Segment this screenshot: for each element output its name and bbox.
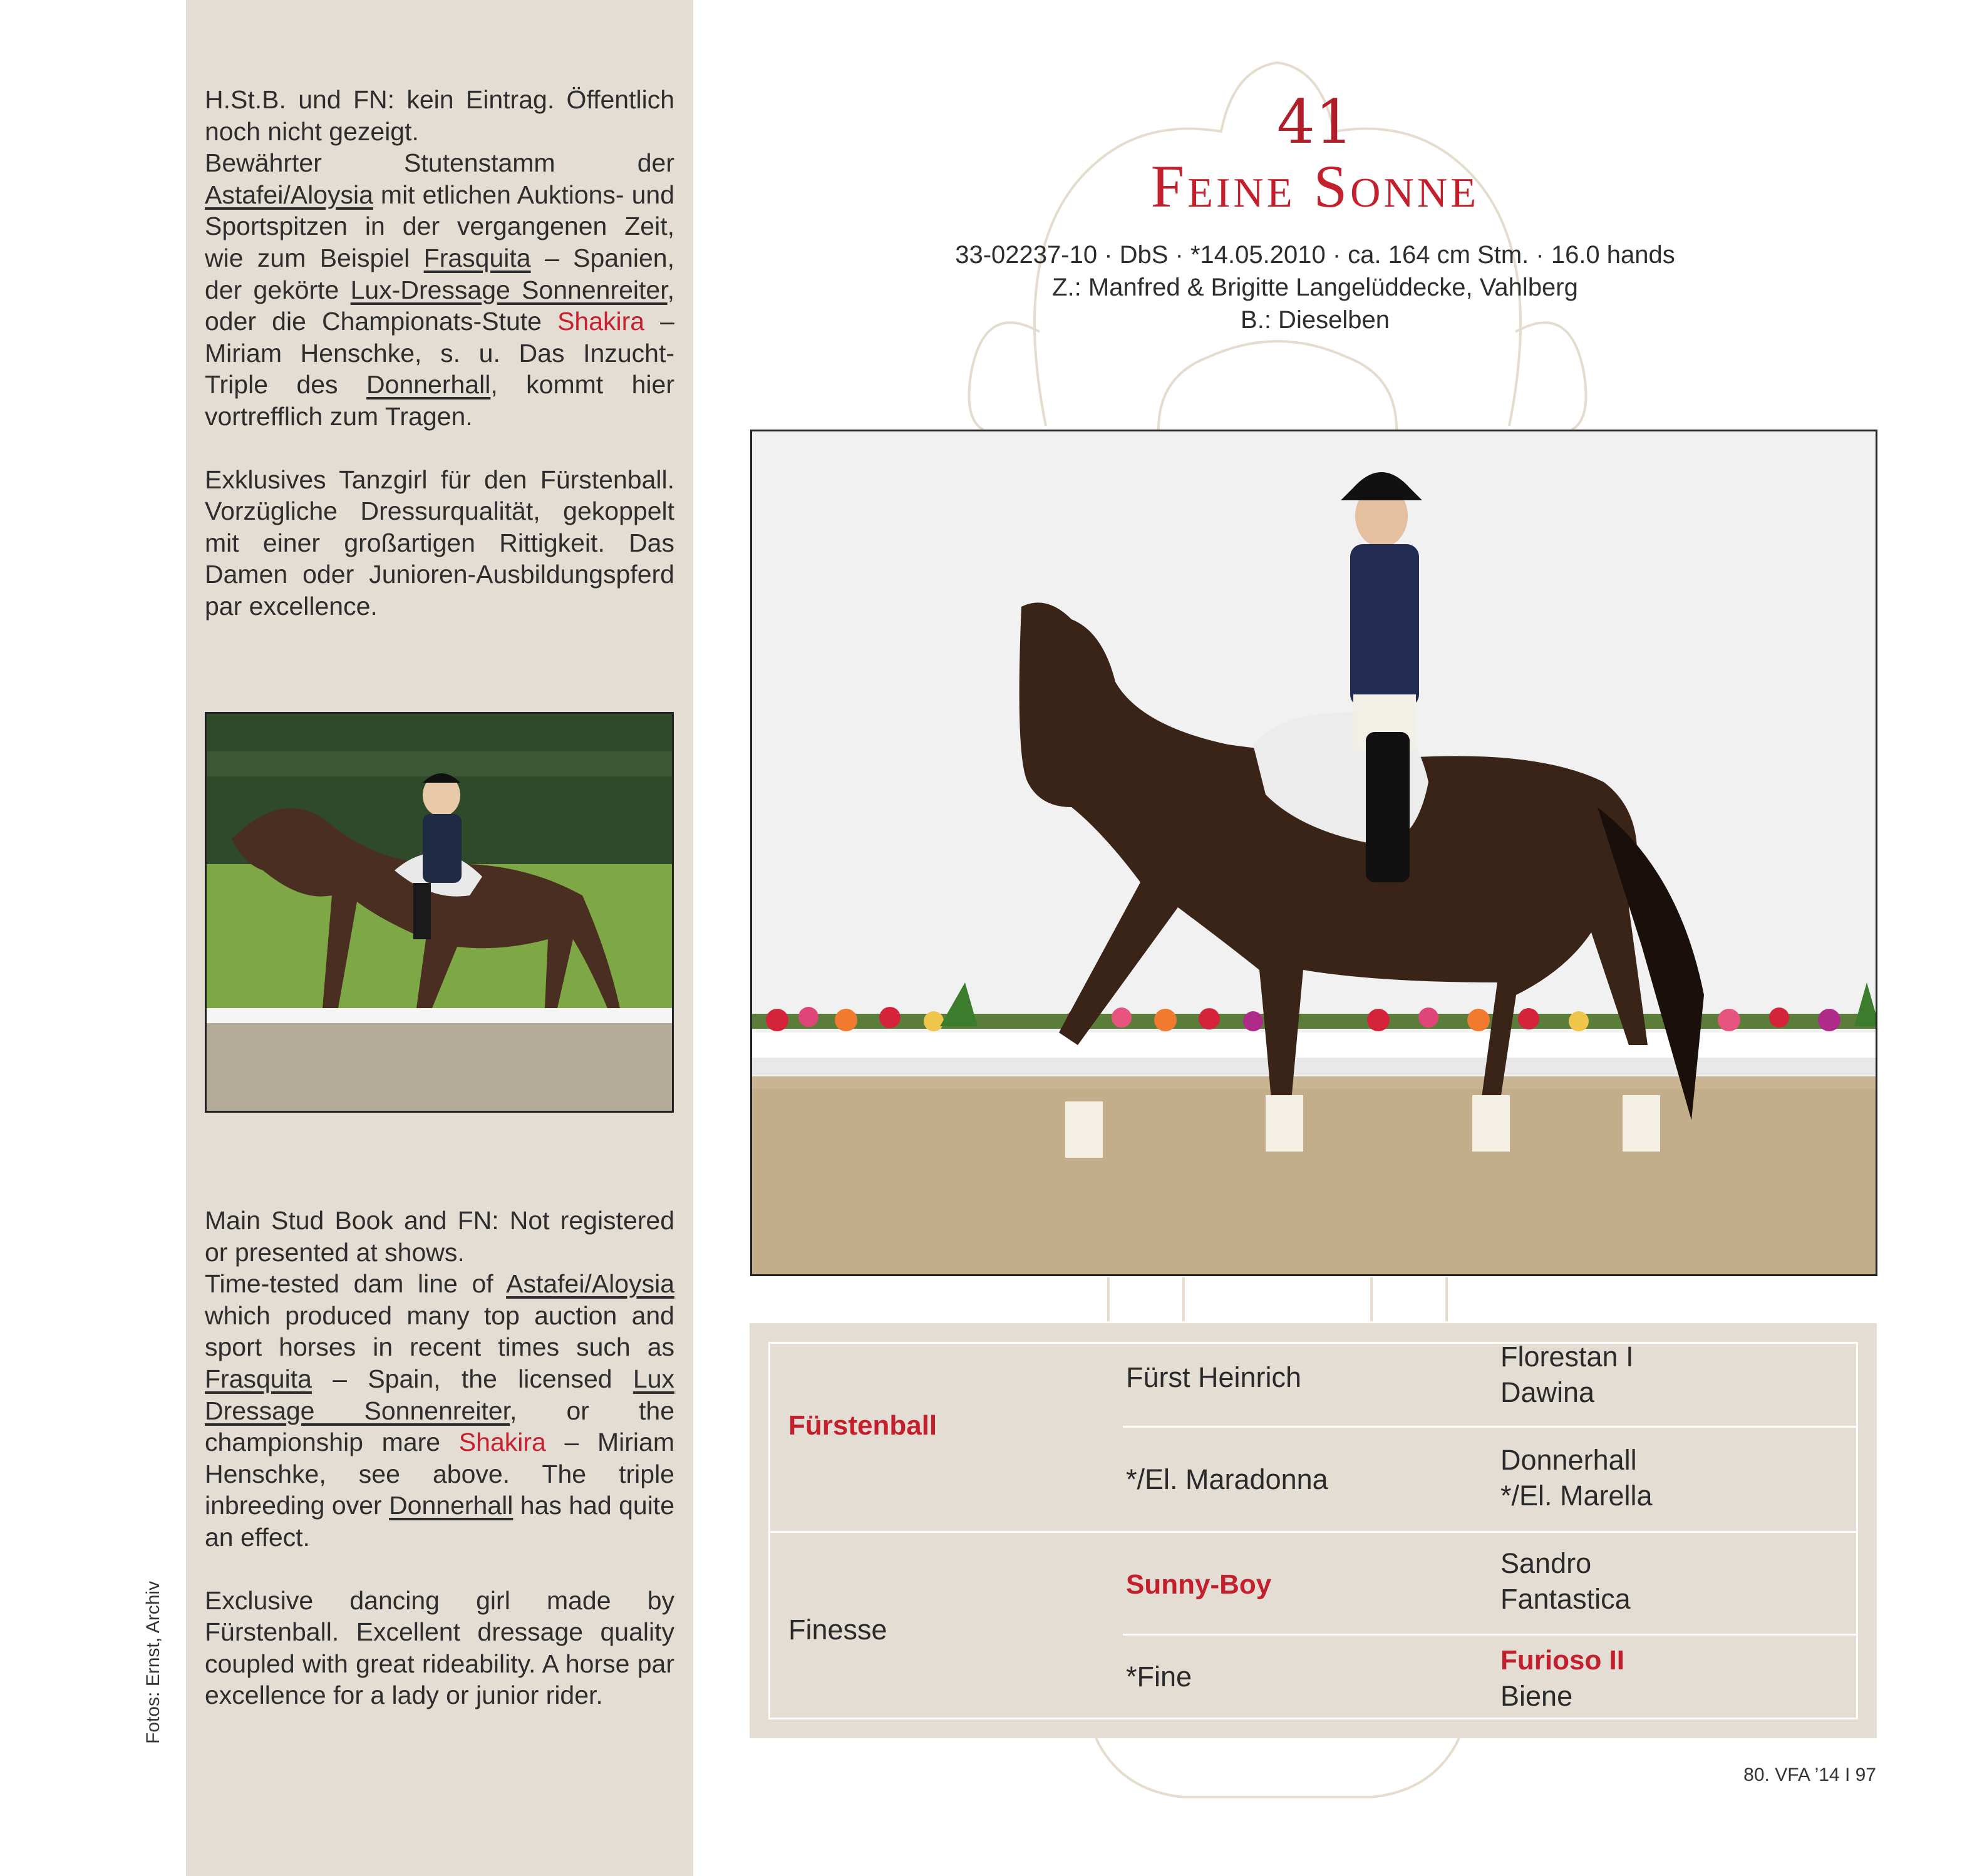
pedigree-divider-main	[768, 1531, 1858, 1533]
german-paragraph-2: Exklusives Tanzgirl für den Fürstenball. Vorzügliche Dressurqualität, gekoppelt mit einer großartigen Rittigkeit. Das Damen oder Junioren-Ausbildungspferd par excellence.	[205, 465, 674, 621]
breeder-line: Z.: Manfred & Brigitte Langelüddecke, Vahlberg	[1052, 274, 1578, 301]
sonnenreiter-link-en: Lux Dressage Sonnenreiter	[205, 1364, 674, 1425]
pedigree-dam: Finesse	[788, 1614, 887, 1646]
english-description	[205, 1205, 674, 1711]
pedigree-ss-sire: Florestan I	[1500, 1341, 1634, 1373]
page-footer: 80. VFA ’14 I 97	[1743, 1765, 1876, 1785]
pedigree-ss-dam: Dawina	[1500, 1376, 1595, 1408]
pedigree-sire: Fürstenball	[788, 1410, 937, 1441]
astafei-link: Astafei/Aloysia	[205, 180, 373, 209]
german-description	[205, 84, 674, 622]
lot-number: 41	[1276, 87, 1354, 157]
pedigree-dd-sire: Furioso II	[1500, 1645, 1624, 1676]
owner-line: B.: Dieselben	[1241, 306, 1390, 334]
main-horse-photo	[750, 430, 1877, 1276]
pedigree-dam-dam: *Fine	[1126, 1661, 1192, 1693]
astafei-link-en: Astafei/Aloysia	[506, 1269, 674, 1299]
pedigree-table	[750, 1323, 1877, 1738]
pedigree-dam-sire: Sunny-Boy	[1126, 1569, 1272, 1600]
frasquita-link-en: Frasquita	[205, 1364, 312, 1393]
pedigree-ds-dam: Fantastica	[1500, 1583, 1631, 1615]
pedigree-ds-sire: Sandro	[1500, 1547, 1592, 1579]
pedigree-sd-sire: Donnerhall	[1500, 1444, 1637, 1476]
english-paragraph-1: Main Stud Book and FN: Not registered or presented at shows. Time-tested dam line of Astafei/Aloysia which produced many top auction and sport horses in recent times such as Frasquita – Spain, the licensed Lux Dressage Sonnenreiter, or the championship mare Shakira – Miriam Henschke, see above. The triple inbreeding over Donnerhall has had quite an effect.	[205, 1206, 675, 1552]
main-photo-illustration	[752, 431, 1877, 1276]
pedigree-sire-dam: */El. Maradonna	[1126, 1463, 1328, 1495]
pedigree-divider-dam	[1123, 1634, 1858, 1636]
german-paragraph-1: H.St.B. und FN: kein Eintrag. Öffentlich noch nicht gezeigt. Bewährter Stutenstamm der Astafei/Aloysia mit etlichen Auktions- und Sportspitzen in der vergangenen Zeit, wie zum Beispiel Frasquita – Spanien, der gekörte Lux-Dressage Sonnenreiter, oder die Championats-Stute Shakira – Miriam Henschke, s. u. Das Inzucht-Triple des Donnerhall, kommt hier vortrefflich zum Tragen.	[205, 85, 675, 431]
horse-name: Feine Sonne	[1150, 153, 1480, 220]
shakira-highlight-en: Shakira	[458, 1428, 546, 1457]
photo-credit: Fotos: Ernst, Archiv	[143, 1580, 163, 1744]
donnerhall-link: Donnerhall	[366, 370, 491, 399]
donnerhall-link-en: Donnerhall	[389, 1491, 514, 1520]
shakira-highlight: Shakira	[557, 307, 645, 336]
sonnenreiter-link: Lux-Dressage Sonnenreiter	[350, 275, 668, 304]
pedigree-divider-sire	[1123, 1426, 1858, 1428]
pedigree-sire-sire: Fürst Heinrich	[1126, 1361, 1302, 1393]
horse-details: 33-02237-10 · DbS · *14.05.2010 · ca. 164 cm Stm. · 16.0 hands	[955, 241, 1675, 269]
small-riding-photo	[205, 712, 674, 1113]
pedigree-sd-dam: */El. Marella	[1500, 1480, 1653, 1512]
small-photo-illustration	[207, 714, 674, 1113]
english-paragraph-2: Exclusive dancing girl made by Fürstenball. Excellent dressage quality coupled with great rideability. A horse par excellence for a lady or junior rider.	[205, 1585, 674, 1710]
pedigree-dd-dam: Biene	[1500, 1680, 1573, 1712]
frasquita-link: Frasquita	[423, 243, 531, 272]
